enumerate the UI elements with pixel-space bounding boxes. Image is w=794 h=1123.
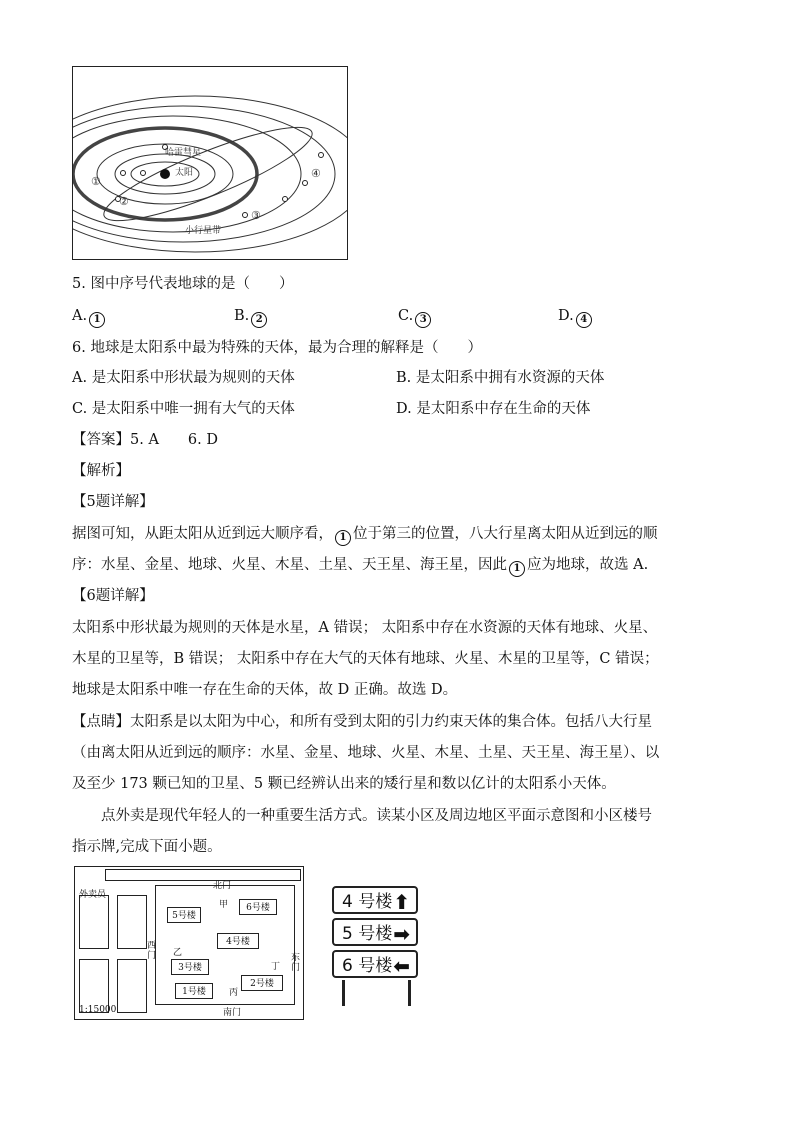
- detail-5-line-1: 据图可知，从距太阳从近到远大顺序看， 1 位于第三的位置，八大行星离太阳从近到远的顺: [72, 524, 658, 546]
- intro-line-1: 点外卖是现代年轻人的一种重要生活方式。读某小区及周边地区平面示意图和小区楼号: [72, 808, 652, 824]
- detail-5-line-2: 序：水星、金星、地球、火星、木星、土星、天王星、海王星，因此 1 应为地球，故选 A.: [72, 555, 648, 577]
- detail-6-heading: 【6题详解】: [72, 588, 154, 604]
- note-line-2: （由离太阳从近到远的顺序：水星、金星、地球、火星、木星、土星、天王星、海王星）、以: [72, 745, 660, 761]
- signpost-leg-left: [342, 980, 345, 1006]
- map-scale: 1:15000: [79, 1005, 117, 1015]
- building-5: 5号楼: [167, 907, 201, 923]
- detail-5-heading: 【5题详解】: [72, 494, 154, 510]
- building-4: 4号楼: [217, 933, 259, 949]
- point-yi-label: 乙: [173, 948, 183, 958]
- q5-option-d[interactable]: D. 4: [558, 306, 594, 328]
- courier-label: 外卖员: [79, 890, 107, 900]
- arrow-left-icon: ⬅: [393, 954, 410, 978]
- marker-3: ③: [251, 209, 261, 222]
- community-map: [74, 866, 304, 1020]
- analysis-heading: 【解析】: [72, 463, 130, 479]
- building-1: 1号楼: [175, 983, 213, 999]
- signpost-leg-right: [408, 980, 411, 1006]
- building-signpost: [330, 884, 426, 1008]
- sign-building-5: 5 号楼 ➡: [332, 918, 418, 946]
- detail-6-line-3: 地球是太阳系中唯一存在生命的天体，故 D 正确。故选 D。: [72, 682, 458, 698]
- marker-4: ④: [311, 167, 321, 180]
- sign-building-6: 6 号楼 ⬅: [332, 950, 418, 978]
- west-block-4: [117, 959, 147, 1013]
- q6-option-a[interactable]: A. 是太阳系中形状最为规则的天体: [72, 370, 295, 386]
- comet-label: 哈雷彗星: [165, 148, 202, 158]
- west-block-1: [79, 895, 109, 949]
- south-gate-label: 南门: [223, 1008, 242, 1018]
- q5-option-a[interactable]: A. 1: [72, 306, 107, 328]
- marker-1: ①: [91, 175, 101, 188]
- note-line-3: 及至少 173 颗已知的卫星、5 颗已经辨认出来的矮行星和数以亿计的太阳系小天体。: [72, 776, 616, 792]
- marker-2: ②: [119, 195, 129, 208]
- arrow-up-icon: ⬆: [393, 890, 410, 914]
- note-line-1: 【点睛】太阳系是以太阳为中心，和所有受到太阳的引力约束天体的集合体。包括八大行星: [72, 714, 652, 730]
- building-3: 3号楼: [171, 959, 209, 975]
- point-jia-label: 甲: [219, 900, 229, 910]
- building-2: 2号楼: [241, 975, 283, 991]
- asteroid-belt-label: 小行星带: [185, 226, 222, 236]
- point-ding-label: 丁: [271, 962, 281, 972]
- arrow-right-icon: ➡: [393, 922, 410, 946]
- q6-option-c[interactable]: C. 是太阳系中唯一拥有大气的天体: [72, 401, 295, 417]
- solar-system-figure: [72, 66, 348, 260]
- building-6: 6号楼: [239, 899, 277, 915]
- north-gate-label: 北门: [213, 881, 232, 891]
- q6-option-d[interactable]: D. 是太阳系中存在生命的天体: [396, 401, 591, 417]
- q5-stem: 5. 图中序号代表地球的是（ ）: [72, 276, 294, 292]
- east-gate-label: 东门: [291, 953, 301, 973]
- detail-6-line-2: 木星的卫星等，B 错误； 太阳系中存在大气的天体有地球、火星、木星的卫星等，C 错误；: [72, 651, 659, 667]
- point-bing-label: 丙: [229, 988, 239, 998]
- detail-6-line-1: 太阳系中形状最为规则的天体是水星，A 错误； 太阳系中存在水资源的天体有地球、火星、: [72, 620, 658, 636]
- west-block-2: [117, 895, 147, 949]
- answer-line: 【答案】5. A 6. D: [72, 432, 218, 448]
- q6-stem: 6. 地球是太阳系中最为特殊的天体，最为合理的解释是（ ）: [72, 340, 482, 356]
- sign-building-4: 4 号楼 ⬆: [332, 886, 418, 914]
- sun-label: 太阳: [175, 168, 194, 178]
- q5-option-c[interactable]: C. 3: [398, 306, 433, 328]
- q5-option-b[interactable]: B. 2: [234, 306, 269, 328]
- west-gate-label: 西门: [147, 941, 157, 961]
- q6-option-b[interactable]: B. 是太阳系中拥有水资源的天体: [396, 370, 605, 386]
- intro-line-2: 指示牌,完成下面小题。: [72, 839, 222, 855]
- north-block: [105, 869, 301, 881]
